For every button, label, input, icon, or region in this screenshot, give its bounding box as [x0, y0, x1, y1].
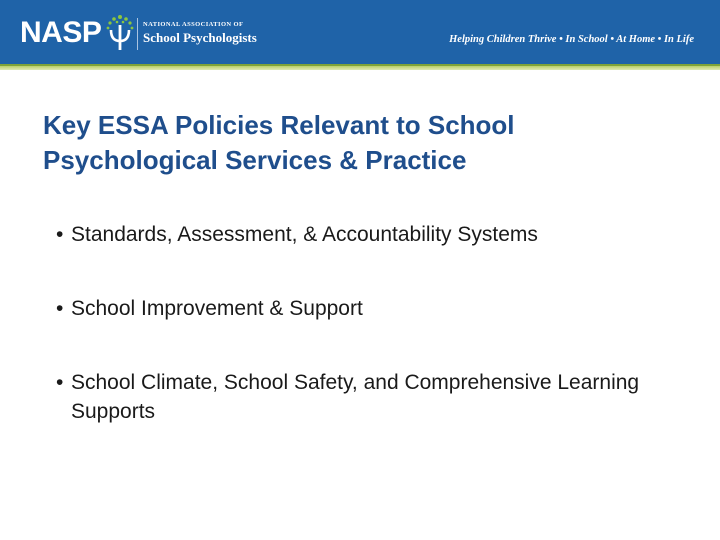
org-name-line2: School Psychologists — [143, 30, 257, 45]
bullet-marker: • — [56, 297, 64, 320]
bullet-text: School Climate, School Safety, and Comprehensive Learning Supports — [71, 371, 640, 423]
psi-sunburst-icon — [105, 14, 135, 52]
header-band — [0, 0, 720, 64]
org-name-line1: NATIONAL ASSOCIATION OF — [143, 21, 244, 28]
logo-divider — [137, 18, 138, 50]
bullet-item — [56, 294, 696, 323]
bullet-marker: • — [56, 371, 64, 394]
header-accent-stripe — [0, 64, 720, 70]
slide-title: Key ESSA Policies Relevant to School Psychological Services & Practice — [43, 110, 515, 175]
tagline: Helping Children Thrive • In School • At Home • In Life — [449, 34, 694, 45]
logo-text: NASP — [20, 16, 102, 49]
bullet-text: School Improvement & Support — [71, 297, 363, 320]
nasp-logo[interactable] — [20, 14, 135, 52]
bullet-text: Standards, Assessment, & Accountability Systems — [71, 223, 538, 246]
bullet-item — [56, 368, 696, 426]
bullet-marker: • — [56, 223, 64, 246]
bullet-item — [56, 220, 696, 249]
organization-name — [143, 20, 257, 45]
